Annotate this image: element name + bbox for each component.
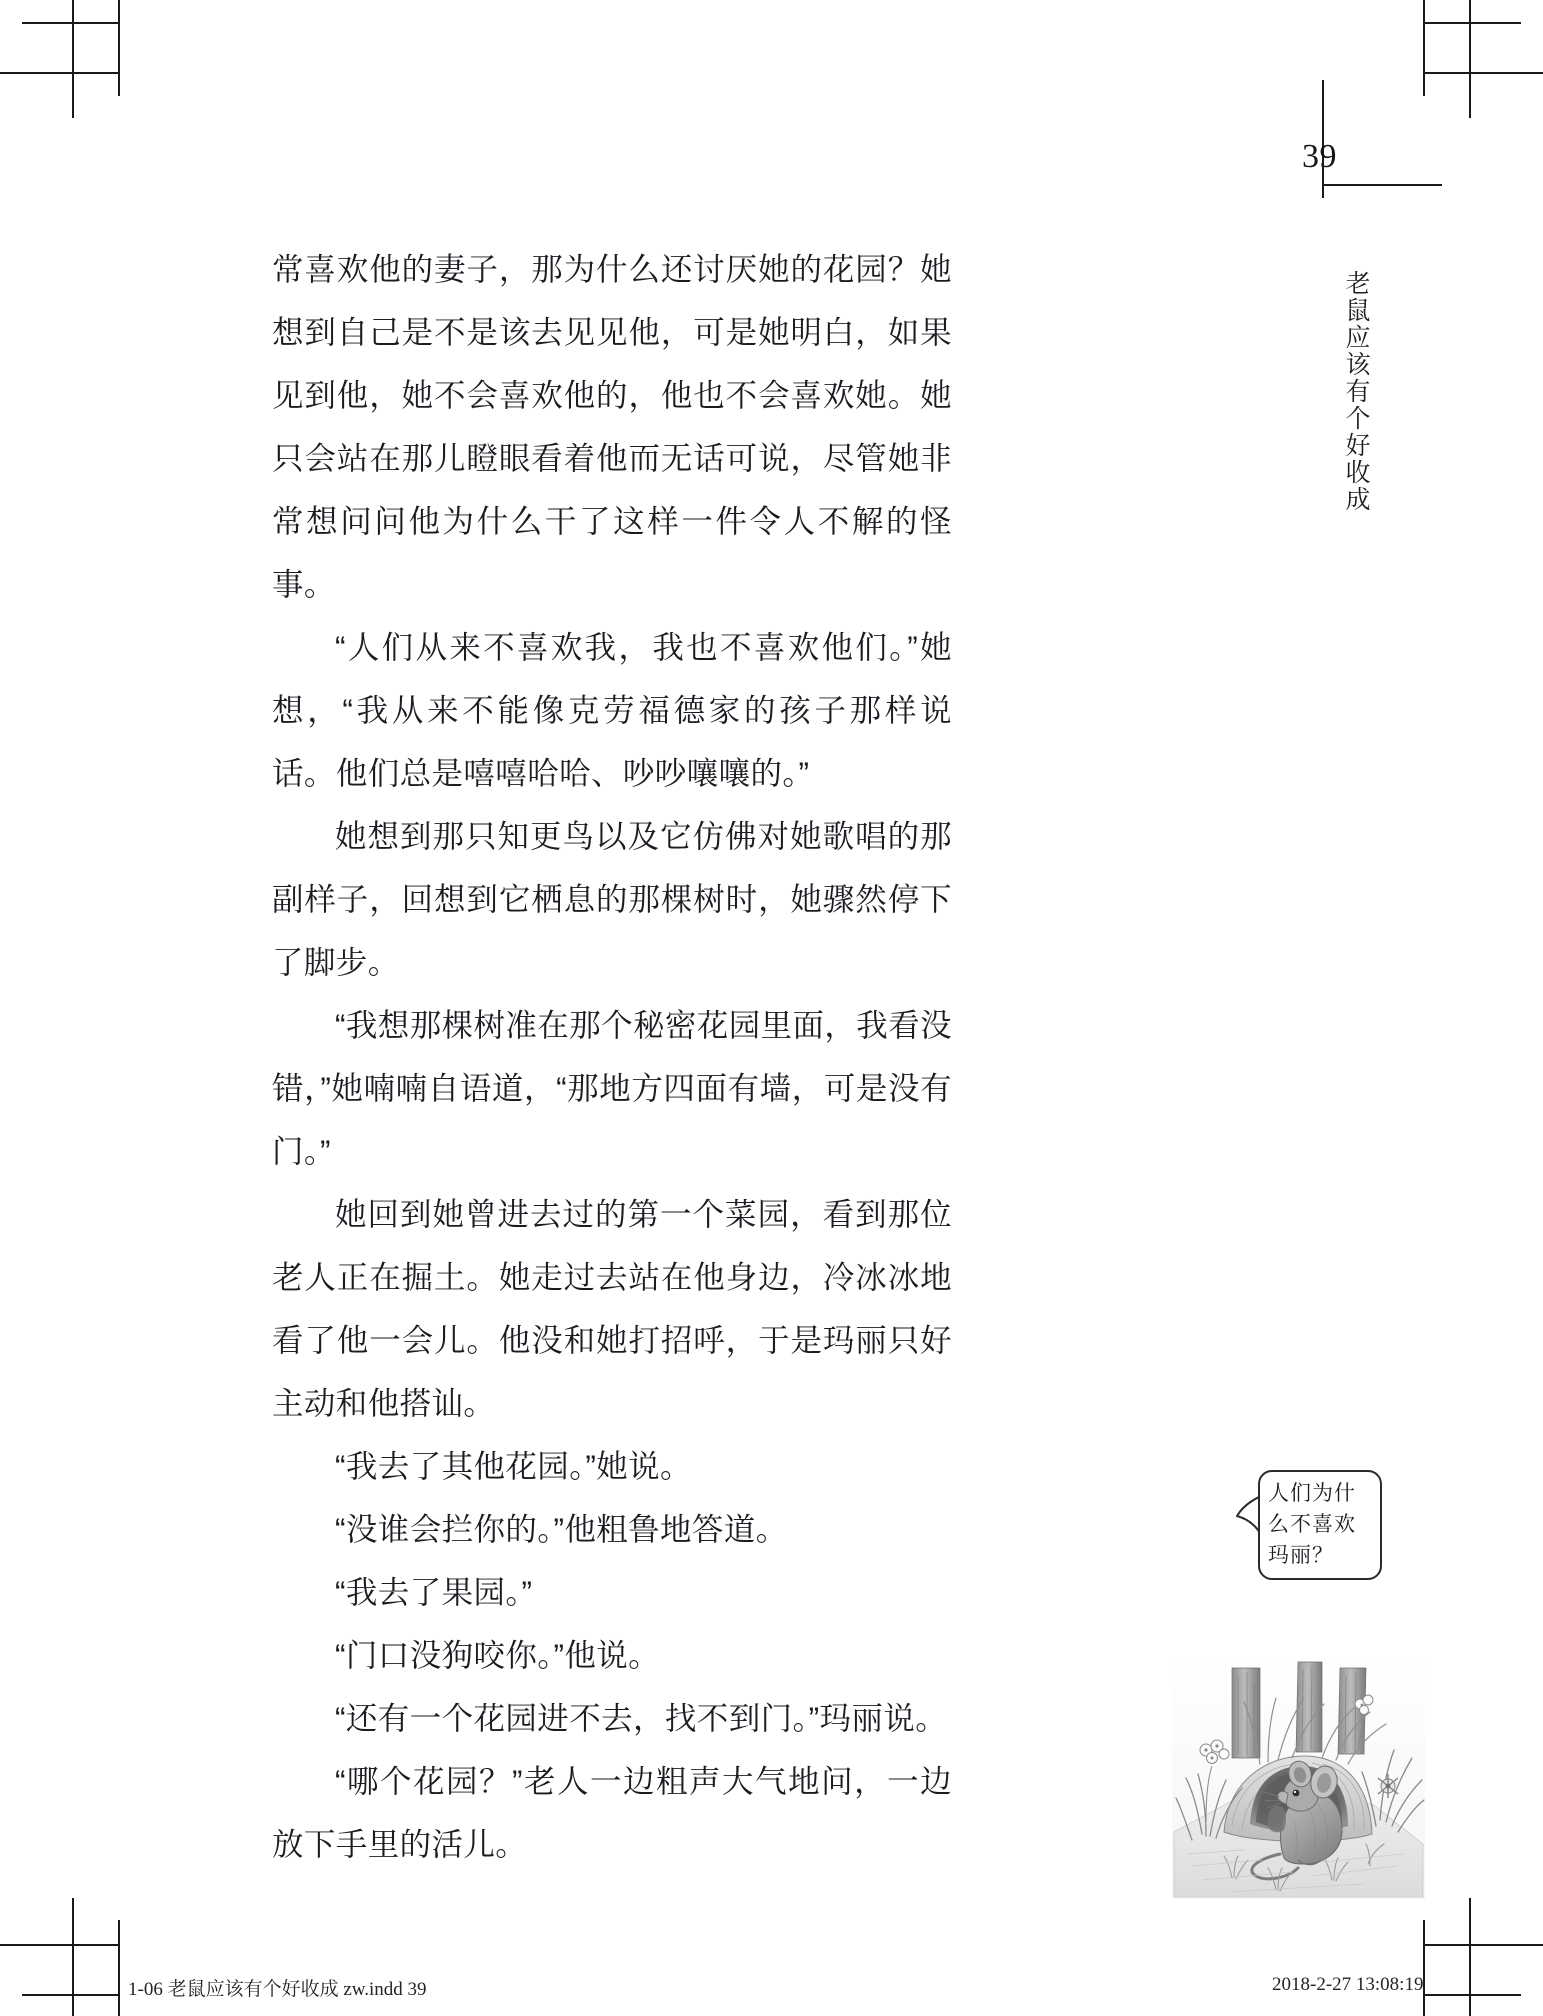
crop-mark-top-right-horizontal <box>1425 72 1543 74</box>
paragraph: 常喜欢他的妻子，那为什么还讨厌她的花园？她想到自己是不是该去见见他，可是她明白，如果见到他，她不会喜欢他的，他也不会喜欢她。她只会站在那儿瞪眼看着他而无话可说，尽管她非常想问问他为什么干了这样一件令人不解的怪事。 <box>272 251 952 602</box>
crop-mark-top-left-inner-horizontal <box>22 22 118 24</box>
paragraph: “我去了果园。” <box>335 1574 533 1610</box>
crop-mark-folio-horizontal <box>1322 184 1442 186</box>
sidenote-question: 人们为什么不喜欢玛丽？ <box>1268 1481 1356 1567</box>
paragraph: 她想到那只知更鸟以及它仿佛对她歌唱的那副样子，回想到它栖息的那棵树时，她骤然停下了脚步。 <box>272 818 952 980</box>
crop-mark-top-right-vertical <box>1469 0 1471 118</box>
running-head: 老鼠应该有个好收成 <box>1342 270 1369 513</box>
crop-mark-top-left-inner-vertical <box>118 0 120 96</box>
mouse-in-burrow-icon <box>1172 1654 1425 1899</box>
paragraph: “哪个花园？”老人一边粗声大气地问，一边放下手里的活儿。 <box>272 1763 952 1862</box>
crop-mark-top-left-vertical <box>72 0 74 118</box>
crop-mark-bottom-right-horizontal <box>1425 1944 1543 1946</box>
paragraph: “还有一个花园进不去，找不到门。”玛丽说。 <box>335 1700 948 1736</box>
crop-mark-bottom-right-inner-vertical <box>1423 1920 1425 2016</box>
crop-mark-bottom-left-horizontal <box>0 1944 118 1946</box>
sidenote-speech-bubble <box>1236 1470 1404 1588</box>
crop-mark-bottom-left-inner-vertical <box>118 1920 120 2016</box>
paragraph: “我去了其他花园。”她说。 <box>335 1448 692 1484</box>
crop-mark-top-right-inner-vertical <box>1423 0 1425 96</box>
footer-timestamp: 2018-2-27 13:08:19 <box>1272 1974 1424 1995</box>
paragraph: “人们从来不喜欢我，我也不喜欢他们。”她想，“我从来不能像克劳福德家的孩子那样说话。他们总是嘻嘻哈哈、吵吵嚷嚷的。” <box>272 629 952 791</box>
mouse-illustration <box>1172 1654 1425 1899</box>
crop-mark-bottom-right-inner-horizontal <box>1425 1994 1521 1996</box>
paragraph: “我想那棵树准在那个秘密花园里面，我看没错，”她喃喃自语道，“那地方四面有墙，可是没有门。” <box>272 1007 952 1169</box>
crop-mark-bottom-left-inner-horizontal <box>22 1994 118 1996</box>
crop-mark-top-left-horizontal <box>0 72 118 74</box>
crop-mark-bottom-left-vertical <box>72 1898 74 2016</box>
body-text-column <box>272 238 952 1876</box>
crop-mark-bottom-right-vertical <box>1469 1898 1471 2016</box>
paragraph: 她回到她曾进去过的第一个菜园，看到那位老人正在掘土。她走过去站在他身边，冷冰冰地看了他一会儿。他没和她打招呼，于是玛丽只好主动和他搭讪。 <box>272 1196 952 1421</box>
footer-file-label: 1-06 老鼠应该有个好收成 zw.indd 39 <box>128 1979 427 2000</box>
paragraph: “没谁会拦你的。”他粗鲁地答道。 <box>335 1511 788 1547</box>
page-number: 39 <box>1302 138 1337 175</box>
crop-mark-top-right-inner-horizontal <box>1425 22 1521 24</box>
paragraph: “门口没狗咬你。”他说。 <box>335 1637 661 1673</box>
